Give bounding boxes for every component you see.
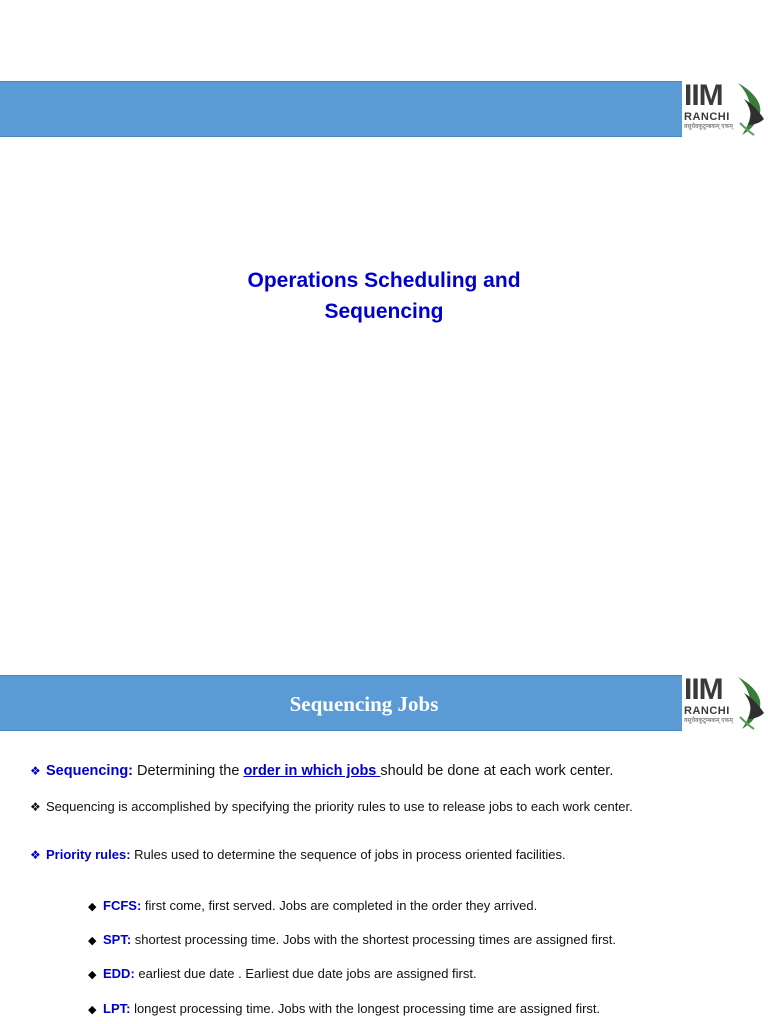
logo-text: IIM: [684, 79, 723, 112]
diamond-icon: ◆: [88, 900, 97, 913]
rule-text: first come, first served. Jobs are completed in the order they arrived.: [141, 898, 538, 913]
sequencing-jobs-slide: [0, 580, 768, 1024]
rule-text: earliest due date . Earliest due date jobs are assigned first.: [134, 966, 477, 981]
logo-subtext: RANCHI: [684, 705, 730, 717]
header-title: Sequencing Jobs: [289, 692, 439, 716]
diamond-bullet-icon: ❖: [30, 800, 41, 814]
bullet-text: should be done at each work center.: [380, 763, 614, 779]
header-bar: [0, 675, 682, 731]
header-bar: [0, 81, 682, 137]
bullet-link[interactable]: order in which jobs: [243, 763, 381, 779]
iim-ranchi-logo: [682, 673, 768, 733]
bullet-text: Sequencing is accomplished by specifying the priority rules to use to release jobs to each work center.: [46, 799, 633, 814]
bullet-priority-rules: [30, 846, 758, 864]
slide-title: [0, 265, 768, 327]
bullet-text: Rules used to determine the sequence of jobs in process oriented facilities.: [130, 847, 566, 862]
bullet-sequencing: [30, 762, 758, 780]
rule-term: SPT:: [103, 932, 132, 947]
bullet-term: Sequencing:: [46, 763, 134, 779]
logo-text: IIM: [684, 673, 723, 706]
bird-icon: [734, 79, 768, 139]
rule-lpt: [88, 1000, 758, 1019]
iim-ranchi-logo: [682, 79, 768, 139]
logo-tagline: वसुधैवकुटुम्बकम् एकम्: [684, 718, 733, 724]
rule-spt: [88, 931, 758, 950]
rule-fcfs: [88, 897, 758, 916]
diamond-icon: ◆: [88, 934, 97, 947]
rule-term: FCFS:: [103, 898, 142, 913]
rule-term: EDD:: [103, 966, 135, 981]
diamond-icon: ◆: [88, 1003, 97, 1016]
bullet-term: Priority rules:: [46, 847, 131, 862]
diamond-bullet-icon: ❖: [30, 848, 41, 862]
bird-icon: [734, 673, 768, 733]
logo-tagline: वसुधैवकुटुम्बकम् एकम्: [684, 124, 733, 130]
slide-title-line-1: Operations Scheduling and: [247, 269, 521, 292]
bullet-text: Determining the: [133, 763, 244, 779]
diamond-icon: ◆: [88, 968, 97, 981]
diamond-bullet-icon: ❖: [30, 764, 41, 778]
rule-edd: [88, 965, 758, 984]
rule-text: shortest processing time. Jobs with the shortest processing times are assigned first.: [131, 932, 616, 947]
rule-text: longest processing time. Jobs with the longest processing time are assigned first.: [130, 1001, 601, 1016]
slide-title-line-2: Sequencing: [324, 300, 444, 323]
logo-subtext: RANCHI: [684, 111, 730, 123]
bullet-priority-spec: [30, 798, 758, 816]
rule-term: LPT:: [103, 1001, 131, 1016]
